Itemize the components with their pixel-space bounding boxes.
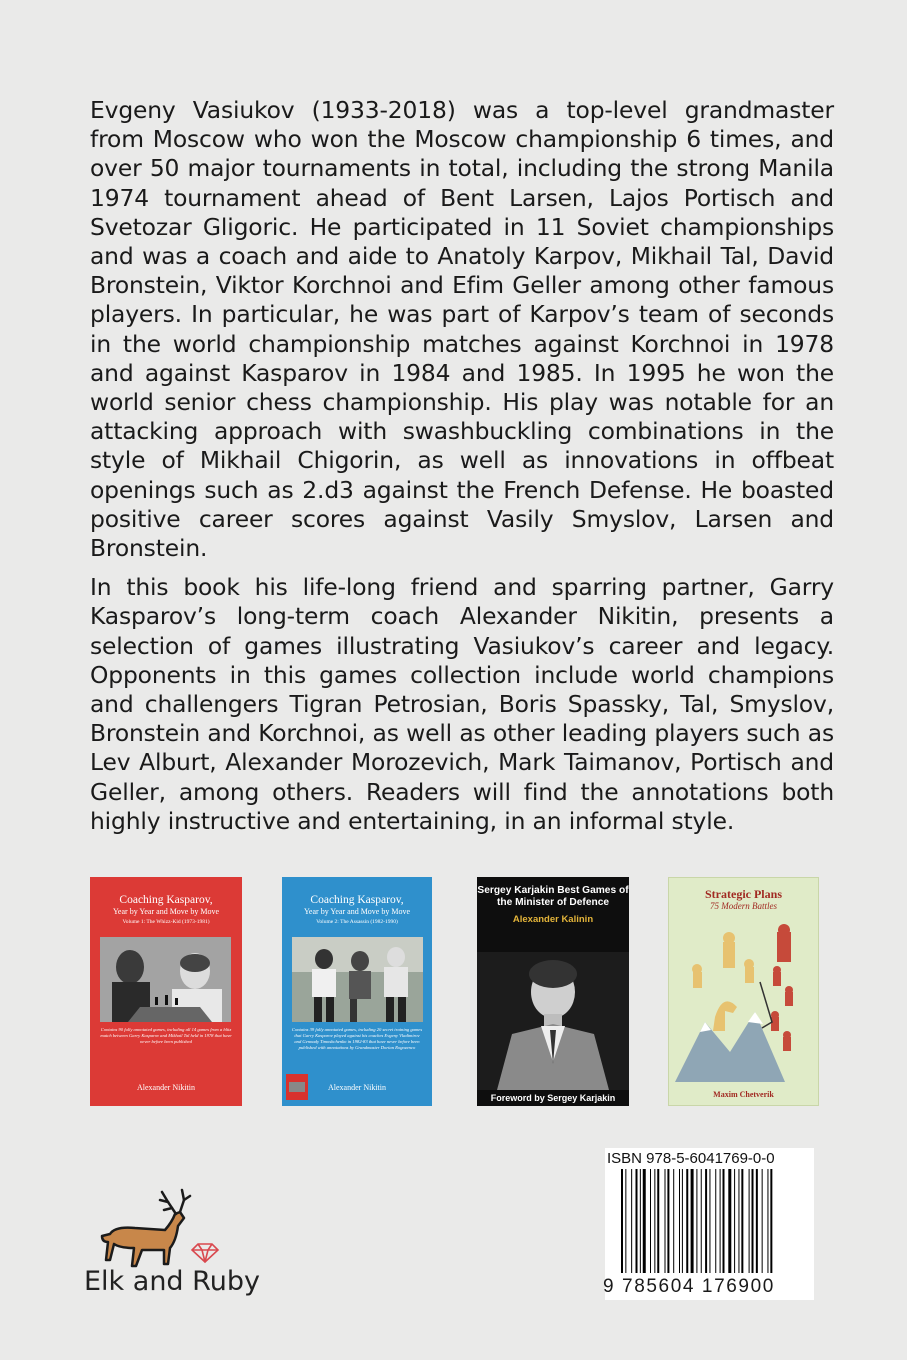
book-volume: Volume 1: The Whizz-Kid (1973-1981)	[122, 919, 210, 925]
blurb-paragraph-2: In this book his life-long friend and sparring partner, Garry Kasparov’s long-term coach Alexander Nikitin, presents a selection of games illustrating Vasiukov’s career and legacy. Opponents in this games collection include world champions and challengers Tigran Petrosian, Boris Spassky, Tal, Smyslov, Bronstein and Korchnoi, as well as other leading players such as Lev Alburt, Alexander Morozevich, Mark Taimanov, Portisch and Geller, among others. Readers will find the annotations both highly instructive and entertaining, in an informal style.	[90, 573, 834, 835]
book-cover-karjakin-best-games	[477, 877, 629, 1106]
book-foreword: Foreword by Sergey Karjakin	[490, 1093, 616, 1103]
book-title: Sergey Karjakin Best Games of the Minister of Defence	[477, 885, 629, 908]
book-title: Strategic Plans	[705, 887, 782, 901]
book-cover-strategic-plans	[668, 877, 819, 1106]
isbn-label: ISBN 978-5-6041769-0-0	[607, 1150, 775, 1167]
book-title: Coaching Kasparov,	[310, 894, 404, 906]
book-subtitle: 75 Modern Battles	[710, 901, 777, 911]
book-author: Alexander Nikitin	[328, 1083, 386, 1092]
book-author: Maxim Chetverik	[713, 1090, 774, 1099]
ruby-icon	[192, 1244, 218, 1262]
portrait-photo-icon	[477, 952, 629, 1090]
blurb-paragraph-1: Evgeny Vasiukov (1933-2018) was a top-level grandmaster from Moscow who won the Moscow championship 6 times, and over 50 major tournaments in total, including the strong Manila 1974 tournament ahead of Bent Larsen, Lajos Portisch and Svetozar Gligoric. He participated in 11 Soviet championships and was a coach and aide to Anatoly Karpov, Mikhail Tal, David Bronstein, Viktor Korchnoi and Efim Geller among other famous players. In particular, he was part of Karpov’s team of seconds in the world championship matches against Korchnoi in 1978 and against Kasparov in 1984 and 1985. In 1995 he won the world senior chess championship. His play was notable for an attacking approach with swashbuckling combinations in the style of Mikhail Chigorin, as well as innovations in offbeat openings such as 2.d3 against the French Defense. He boasted positive career scores against Vasily Smyslov, Larsen and Bronstein.	[90, 96, 834, 563]
book-title: Coaching Kasparov,	[119, 894, 213, 906]
publisher-name: Elk and Ruby	[84, 1266, 260, 1297]
book-volume: Volume 2: The Assassin (1982-1990)	[316, 919, 398, 925]
barcode-icon	[621, 1169, 811, 1273]
elk-icon	[102, 1212, 184, 1266]
runners-photo-icon	[292, 937, 423, 1022]
book-cover-coaching-kasparov-vol2	[282, 877, 432, 1106]
back-cover-blurb	[90, 96, 834, 846]
book-author: Alexander Nikitin	[137, 1083, 195, 1092]
chess-illustration-icon	[675, 922, 813, 1082]
chess-photo-icon	[100, 937, 231, 1022]
book-blurb: Contains 39 fully annotated games, including 20 secret training games that Garry Kasparov played against his coaches Evgeny Vladimirov and Gennady Timoshchenko in 1982-83 that have never before been published with annotations by Grandmaster Dorian Rogozenco	[291, 1027, 423, 1050]
isbn-digits: 9 785604 176900	[603, 1276, 775, 1297]
book-blurb: Contains 90 fully annotated games, including all 14 games from a blitz match between Garry Kasparov and Mikhail Tal held in 1978 that have never before been published	[100, 1027, 232, 1044]
book-subtitle: Year by Year and Move by Move	[112, 907, 220, 916]
book-author: Alexander Kalinin	[512, 914, 594, 925]
book-subtitle: Year by Year and Move by Move	[303, 907, 411, 916]
book-cover-coaching-kasparov-vol1	[90, 877, 242, 1106]
